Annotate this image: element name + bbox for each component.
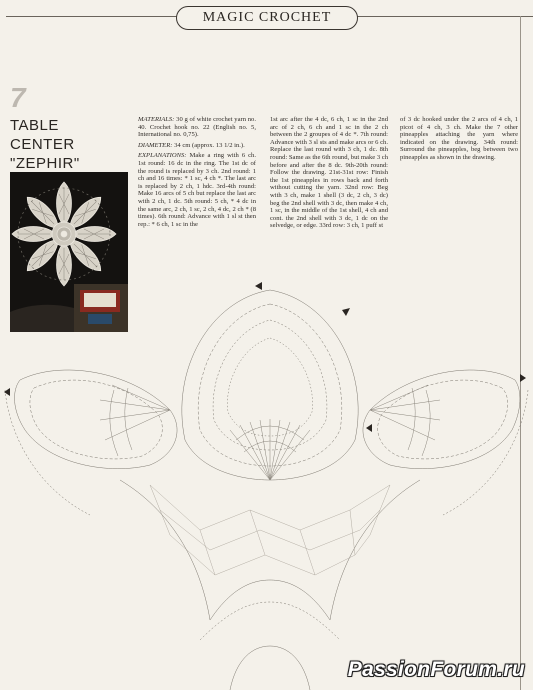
explanations-text: Make a ring with 6 ch. 1st round: 16 dc in the ring. The 1st dc of the round is replaced by 3 ch. 2nd round: 1 ch and 16 times: * 1 sc, 4 ch *. The last arc is replaced by 2 ch, 1 hdc. 3rd-4th round: Make 16 arcs of 5 ch but replace the last arc with 2 ch, 1 dc. 5th round: 5 ch, * 4 dc in the same arc, 2 ch, 1 sc, 2 ch, 4 dc, 2 ch * (8 times). 6th round: Advance with 1 sl st then rep.: * 6 ch, 1 sc in the	[138, 152, 256, 228]
title-line-3: "ZEPHIR"	[10, 155, 80, 172]
masthead-badge	[176, 6, 358, 30]
materials-text: 30 g of white crochet yarn no. 40. Crochet hook no. 22 (English no. 5, International no. 0,75).	[138, 116, 256, 139]
crochet-chart-diagram	[0, 280, 533, 690]
title-line-2: CENTER	[10, 136, 75, 153]
diameter-label: DIAMETER:	[138, 141, 173, 149]
join-marker-3	[4, 388, 10, 396]
join-marker-2	[342, 308, 350, 316]
join-marker-1	[255, 282, 262, 290]
text-column-3	[400, 116, 518, 165]
materials-label: MATERIALS:	[138, 116, 175, 123]
magazine-title: MAGIC CROCHET	[202, 10, 332, 25]
explanations-label: EXPLANATIONS:	[138, 152, 187, 160]
explanations-final: of 3 dc hooked under the 2 arcs of 4 ch, 1 picot of 4 ch, 3 ch. Make the 7 other pineapples attaching the yarn where indicated on the drawing. 34th round: Surround the pineapples, beg between two pineapples as shown in the drawing.	[400, 116, 518, 161]
text-column-2	[270, 116, 388, 233]
text-column-1	[138, 116, 256, 231]
watermark: PassionForum.ru	[347, 658, 525, 681]
pattern-number: 7	[10, 82, 26, 113]
explanations-continued: 1st arc after the 4 dc, 6 ch, 1 sc in the 2nd arc of 2 ch, 6 ch and 1 sc in the 2 ch between the 2 groupes of 4 dc *. 7th round: Advance with 3 sl sts and make arcs or 6 ch. Replace the last round with 3 ch, 1 dc. 8th round: Same as the 6th round, but make 3 ch before and after the 8 dc. 9th-20th round: Follow the drawing. 21st-31st row: Finish the 1st pineapples in rows back and forth without cutting the yarn. 32nd row: Beg with 3 ch, make 1 shell (3 dc, 2 ch, 3 dc) beg the 2nd shell with 3 dc, then make 4 ch, 1 sc, in the middle of the 1st shell, 4 ch and cont. the 2nd shell with 3 dc, 1 dc on the selvedge, or edge. 33rd row: 3 ch, 1 puff st	[270, 116, 388, 230]
title-line-1: TABLE	[10, 117, 59, 134]
pattern-title	[10, 116, 80, 173]
join-marker-5	[520, 374, 526, 382]
join-marker-4	[366, 424, 372, 432]
diameter-text: 34 cm (approx. 13 1/2 in.).	[174, 141, 245, 149]
